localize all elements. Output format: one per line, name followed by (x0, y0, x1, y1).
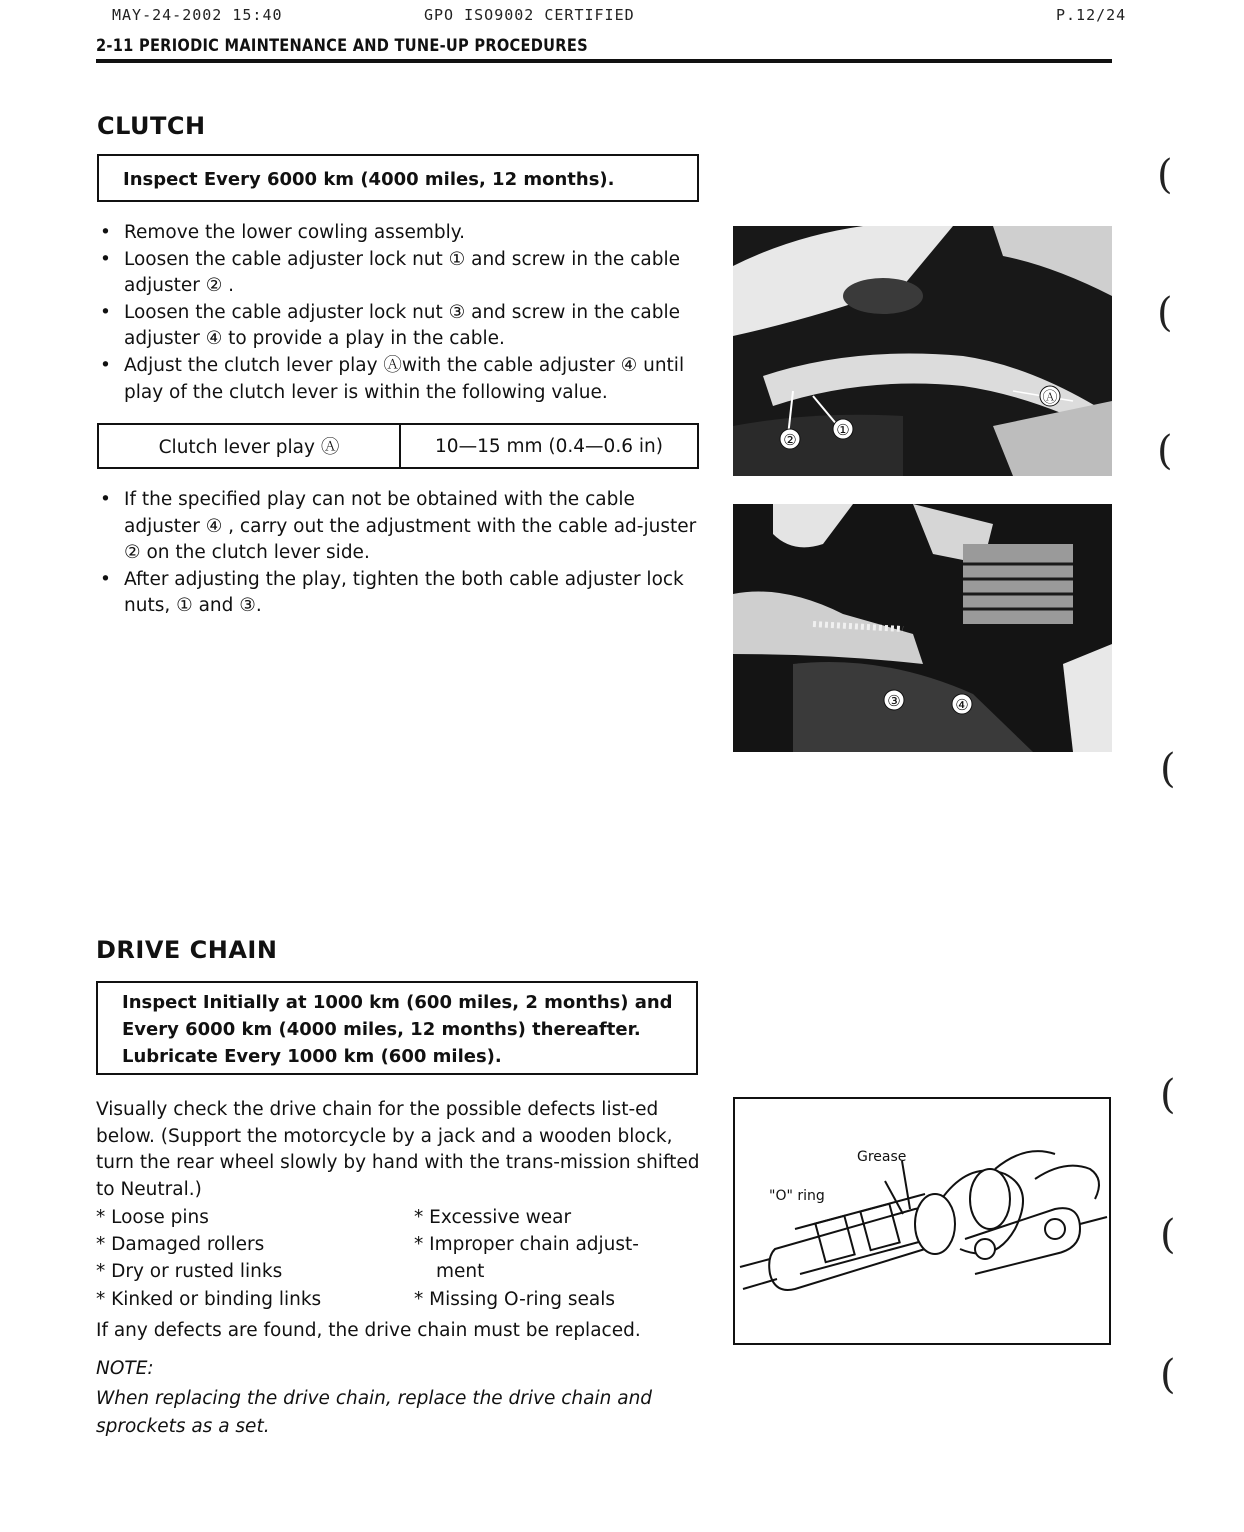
fax-certification: GPO ISO9002 CERTIFIED (424, 6, 635, 24)
drive-chain-intro: Visually check the drive chain for the possible defects list-ed below. (Support the motorcycle by a jack and a wooden block, turn the rear wheel slowly by hand with the trans-mission shifted to Neutral.) (96, 1099, 700, 1200)
interval-line: Lubricate Every 1000 km (600 miles). (122, 1046, 502, 1067)
cable-adjuster-photo (733, 504, 1112, 752)
interval-line: Inspect Initially at 1000 km (600 miles, 2 months) and (122, 992, 673, 1013)
drive-chain-diagram (733, 1097, 1111, 1345)
margin-mark: ( (1160, 1072, 1176, 1118)
chain-illustration (735, 1099, 1109, 1343)
clutch-step: • After adjusting the play, tighten the both cable adjuster lock nuts, ① and ③. (98, 567, 702, 620)
callout-2: ② (783, 431, 797, 449)
margin-mark: ( (1157, 152, 1173, 198)
clutch-spec-table (97, 423, 699, 469)
callout-a: Ⓐ (1042, 388, 1058, 406)
clutch-step: • If the specified play can not be obtained with the cable adjuster ④ , carry out the adjustment with the cable ad-juster ② on the clutch lever side. (98, 487, 702, 567)
defect-item: * Loose pins (96, 1207, 209, 1228)
defect-item: * Excessive wear (414, 1207, 572, 1228)
page-title: 2-11 PERIODIC MAINTENANCE AND TUNE-UP PROCEDURES (96, 36, 588, 56)
engine-illustration (733, 504, 1112, 752)
note-label: NOTE: (96, 1358, 154, 1379)
defect-item: * Missing O-ring seals (414, 1288, 615, 1310)
margin-mark: ( (1160, 1352, 1176, 1398)
defect-item: * Improper chain adjust- (414, 1234, 639, 1256)
clutch-lever-photo (733, 226, 1112, 476)
spec-label: Clutch lever play Ⓐ (99, 425, 401, 467)
defect-item: * Dry or rusted links (96, 1261, 283, 1283)
callout-3: ③ (887, 692, 901, 710)
clutch-step: • Loosen the cable adjuster lock nut ③ and screw in the cable adjuster ④ to provide a play in the cable. (98, 300, 702, 353)
clutch-steps-2 (98, 487, 702, 620)
margin-mark: ( (1157, 290, 1173, 336)
defect-item: ment (436, 1261, 485, 1283)
clutch-steps (98, 220, 702, 406)
fax-datetime: MAY-24-2002 15:40 (112, 6, 283, 24)
clutch-heading: CLUTCH (97, 112, 206, 140)
defect-item: * Kinked or binding links (96, 1288, 322, 1310)
clutch-step: • Loosen the cable adjuster lock nut ① and screw in the cable adjuster ② . (98, 247, 702, 300)
fax-page-number: P.12/24 (1056, 6, 1127, 24)
defect-item: * Damaged rollers (96, 1234, 265, 1256)
defects-list (96, 1204, 714, 1313)
note-text: When replacing the drive chain, replace the drive chain and sprockets as a set. (96, 1388, 653, 1437)
interval-line: Every 6000 km (4000 miles, 12 months) thereafter. (122, 1019, 641, 1040)
header-rule (96, 59, 1112, 63)
clutch-interval-box (97, 154, 699, 202)
spec-value: 10—15 mm (0.4—0.6 in) (435, 435, 663, 457)
drive-chain-conclusion: If any defects are found, the drive chain must be replaced. (96, 1320, 641, 1341)
callout-4: ④ (955, 696, 969, 714)
clutch-interval-text: Inspect Every 6000 km (4000 miles, 12 months). (123, 169, 615, 190)
oring-label: "O" ring (769, 1188, 825, 1204)
clutch-lever-illustration (733, 226, 1112, 476)
drive-chain-interval-box (96, 981, 698, 1075)
grease-label: Grease (857, 1149, 907, 1165)
margin-mark: ( (1160, 746, 1176, 792)
drive-chain-heading: DRIVE CHAIN (96, 936, 278, 964)
clutch-step: • Remove the lower cowling assembly. (98, 220, 702, 247)
margin-mark: ( (1160, 1212, 1176, 1258)
margin-mark: ( (1157, 428, 1173, 474)
callout-1: ① (836, 421, 850, 439)
clutch-step: • Adjust the clutch lever play Ⓐwith the cable adjuster ④ until play of the clutch lever is within the following value. (98, 353, 702, 406)
